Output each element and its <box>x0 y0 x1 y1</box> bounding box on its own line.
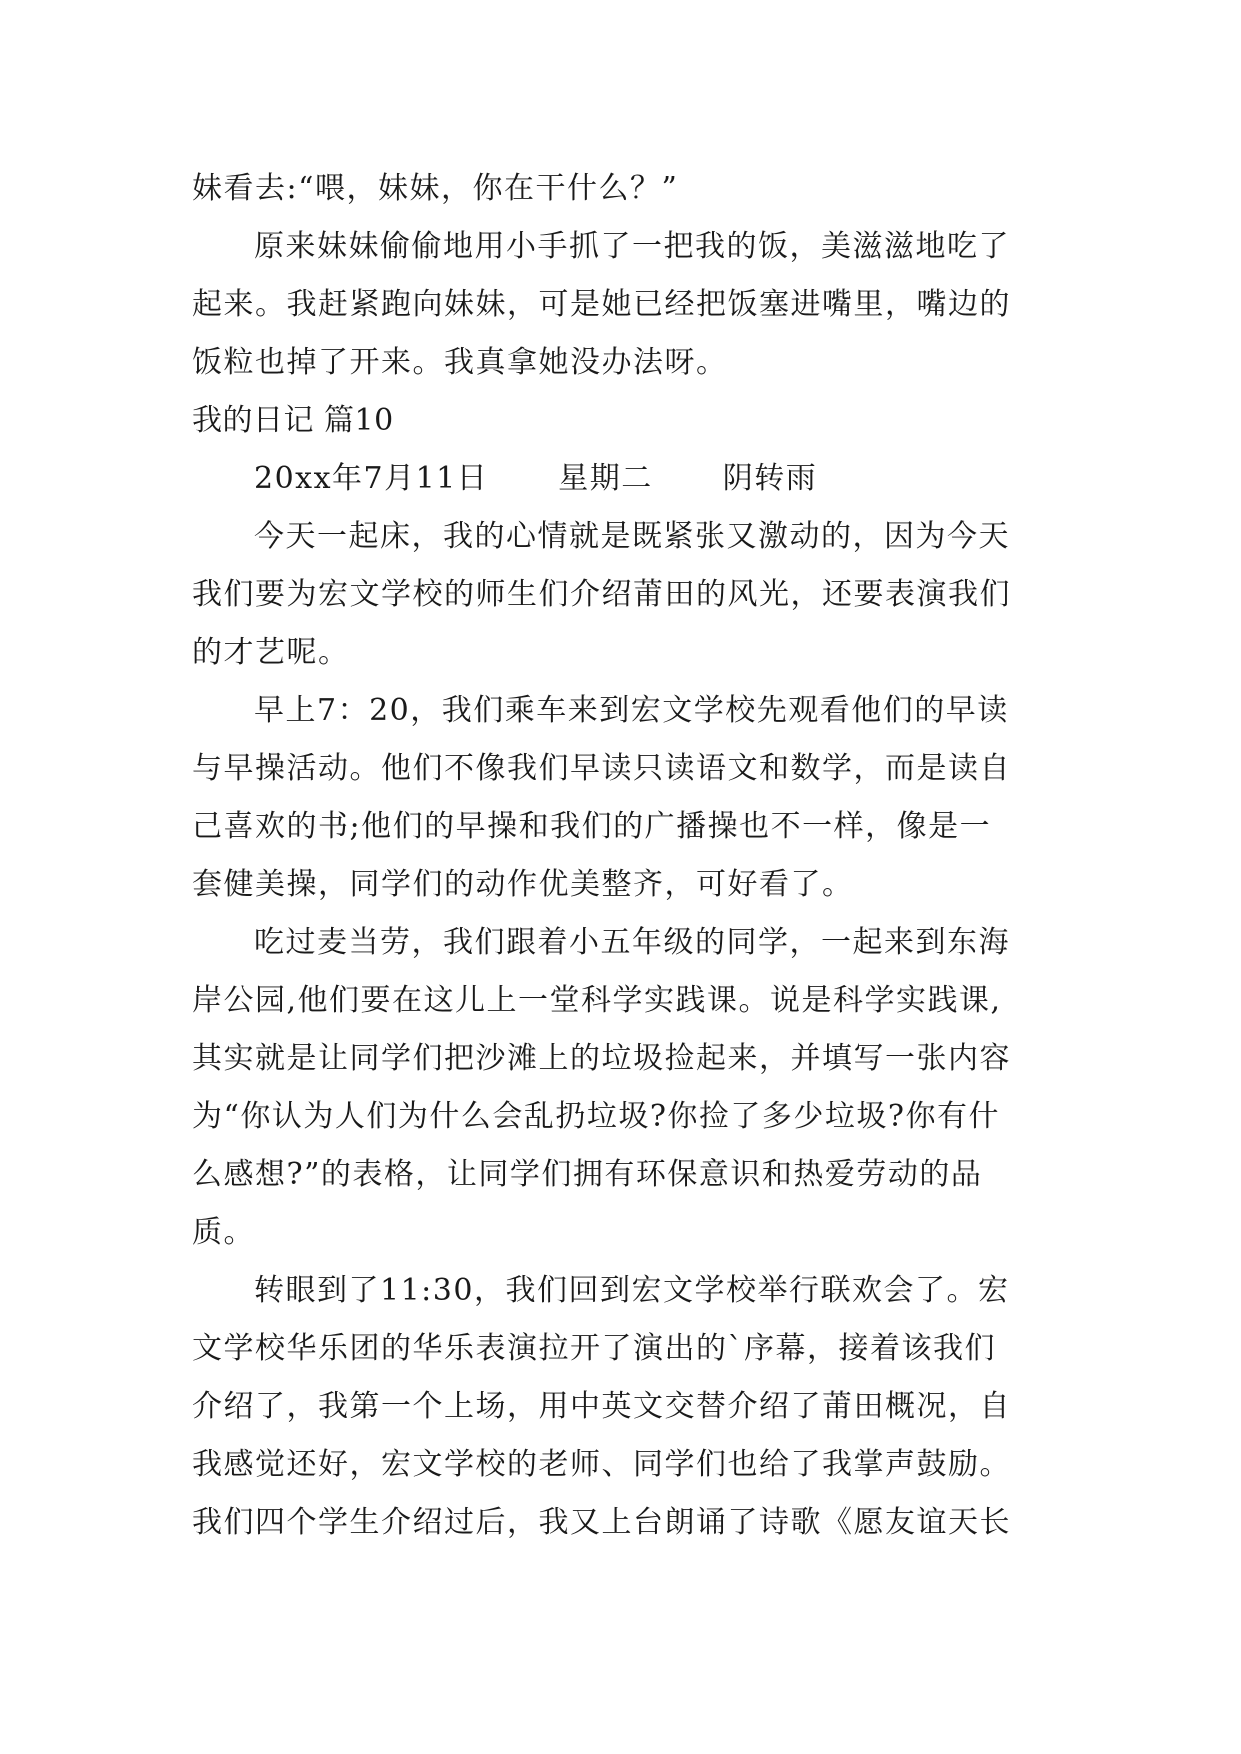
text-line: 岸公园,他们要在这儿上一堂科学实践课。说是科学实践课, <box>192 983 1002 1018</box>
text-line: 我们要为宏文学校的师生们介绍莆田的风光，还要表演我们 <box>192 577 1011 612</box>
text-line: 己喜欢的书;他们的早操和我们的广播操也不一样，像是一 <box>192 809 992 844</box>
diary-date: 20xx年7月11日 <box>254 461 489 496</box>
text-line: 文学校华乐团的华乐表演拉开了演出的`序幕，接着该我们 <box>192 1331 996 1366</box>
text-line: 我们四个学生介绍过后，我又上台朗诵了诗歌《愿友谊天长 <box>192 1505 1011 1540</box>
intro-paragraphs <box>192 160 1082 392</box>
text-line: 今天一起床，我的心情就是既紧张又激动的，因为今天 <box>254 519 1010 554</box>
diary-date-line <box>192 450 1082 508</box>
text-line: 原来妹妹偷偷地用小手抓了一把我的饭，美滋滋地吃了 <box>254 229 1010 264</box>
text-line: 质。 <box>192 1215 255 1250</box>
text-line: 起来。我赶紧跑向妹妹，可是她已经把饭塞进嘴里，嘴边的 <box>192 287 1011 322</box>
diary-weekday: 星期二 <box>558 461 653 496</box>
text-line: 套健美操，同学们的动作优美整齐，可好看了。 <box>192 867 854 902</box>
text-line: 为“你认为人们为什么会乱扔垃圾?你捡了多少垃圾?你有什 <box>192 1099 1001 1134</box>
diary-body <box>192 508 1082 1552</box>
text-line: 么感想?”的表格，让同学们拥有环保意识和热爱劳动的品 <box>192 1157 983 1192</box>
text-line: 饭粒也掉了开来。我真拿她没办法呀。 <box>192 345 728 380</box>
text-line: 妹看去:“喂，妹妹，你在干什么？” <box>192 171 679 206</box>
text-line: 的才艺呢。 <box>192 635 350 670</box>
text-line: 早上7：20，我们乘车来到宏文学校先观看他们的早读 <box>254 693 1009 728</box>
text-line: 与早操活动。他们不像我们早读只读语文和数学，而是读自 <box>192 751 1011 786</box>
document-page <box>192 160 1082 1552</box>
section-title: 我的日记 篇10 <box>192 403 394 438</box>
text-line: 其实就是让同学们把沙滩上的垃圾捡起来，并填写一张内容 <box>192 1041 1011 1076</box>
text-line: 我感觉还好，宏文学校的老师、同学们也给了我掌声鼓励。 <box>192 1447 1011 1482</box>
text-line: 介绍了，我第一个上场，用中英文交替介绍了莆田概况，自 <box>192 1389 1011 1424</box>
text-line: 转眼到了11:30，我们回到宏文学校举行联欢会了。宏 <box>254 1273 1010 1308</box>
text-line: 吃过麦当劳，我们跟着小五年级的同学，一起来到东海 <box>254 925 1010 960</box>
diary-weather: 阴转雨 <box>722 461 818 496</box>
